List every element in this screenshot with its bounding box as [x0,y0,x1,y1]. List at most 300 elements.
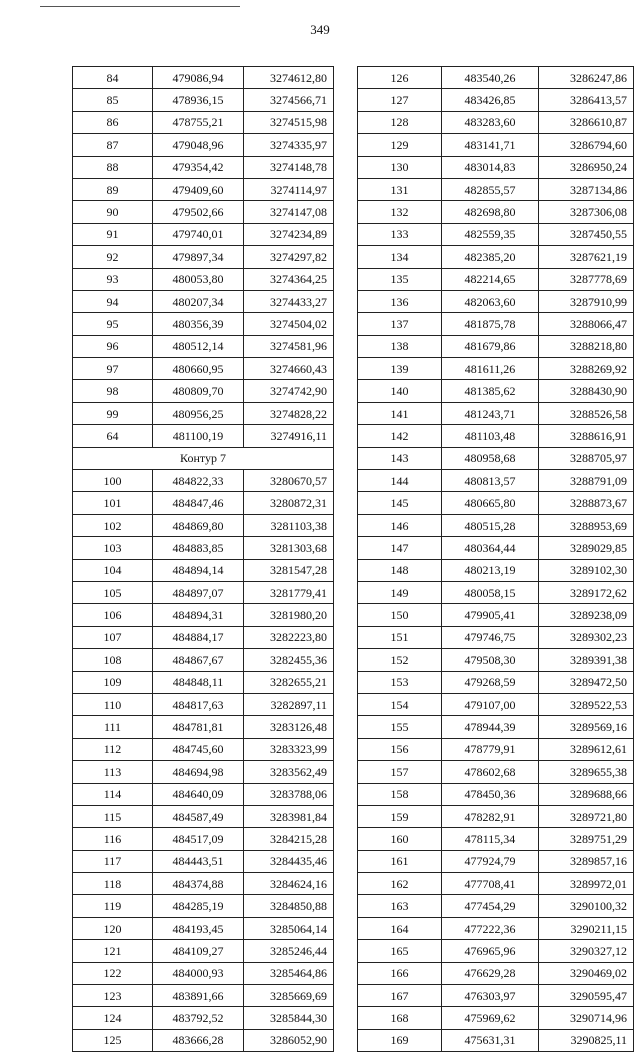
point-number-cell: 124 [73,1007,153,1029]
point-number-cell: 142 [358,425,442,447]
table-row [73,313,334,335]
table-row [358,514,634,536]
table-row [73,201,334,223]
table-row [73,111,334,133]
x-coordinate-cell: 484517,09 [153,828,244,850]
x-coordinate-cell: 479354,42 [153,156,244,178]
table-row [358,492,634,514]
y-coordinate-cell: 3274297,82 [244,246,334,268]
table-row [358,828,634,850]
x-coordinate-cell: 479740,01 [153,223,244,245]
point-number-cell: 144 [358,470,442,492]
y-coordinate-cell: 3290825,11 [539,1029,634,1051]
x-coordinate-cell: 481385,62 [442,380,539,402]
x-coordinate-cell: 484817,63 [153,693,244,715]
y-coordinate-cell: 3288873,67 [539,492,634,514]
point-number-cell: 135 [358,268,442,290]
table-row [73,850,334,872]
table-row [358,693,634,715]
x-coordinate-cell: 479897,34 [153,246,244,268]
table-row [73,402,334,424]
y-coordinate-cell: 3274364,25 [244,268,334,290]
table-row [358,581,634,603]
point-number-cell: 90 [73,201,153,223]
x-coordinate-cell: 484443,51 [153,850,244,872]
point-number-cell: 158 [358,783,442,805]
x-coordinate-cell: 478602,68 [442,761,539,783]
y-coordinate-cell: 3287778,69 [539,268,634,290]
y-coordinate-cell: 3285669,69 [244,985,334,1007]
table-row [73,671,334,693]
point-number-cell: 114 [73,783,153,805]
x-coordinate-cell: 479268,59 [442,671,539,693]
y-coordinate-cell: 3287306,08 [539,201,634,223]
y-coordinate-cell: 3284624,16 [244,873,334,895]
table-row [358,178,634,200]
y-coordinate-cell: 3280670,57 [244,470,334,492]
x-coordinate-cell: 480515,28 [442,514,539,536]
table-row [358,201,634,223]
y-coordinate-cell: 3289302,23 [539,626,634,648]
table-row [358,223,634,245]
table-row [73,626,334,648]
table-row [358,649,634,671]
table-row [73,604,334,626]
y-coordinate-cell: 3285464,86 [244,962,334,984]
point-number-cell: 149 [358,581,442,603]
x-coordinate-cell: 478755,21 [153,111,244,133]
y-coordinate-cell: 3288526,58 [539,402,634,424]
point-number-cell: 134 [358,246,442,268]
point-number-cell: 145 [358,492,442,514]
table-row [358,402,634,424]
point-number-cell: 121 [73,940,153,962]
y-coordinate-cell: 3289751,29 [539,828,634,850]
point-number-cell: 165 [358,940,442,962]
x-coordinate-cell: 480356,39 [153,313,244,335]
x-coordinate-cell: 480364,44 [442,537,539,559]
page-number: 349 [310,22,330,37]
y-coordinate-cell: 3283788,06 [244,783,334,805]
table-row [73,514,334,536]
table-row [73,716,334,738]
y-coordinate-cell: 3288066,47 [539,313,634,335]
table-row [358,716,634,738]
x-coordinate-cell: 475969,62 [442,1007,539,1029]
table-row [358,559,634,581]
table-row [73,783,334,805]
y-coordinate-cell: 3289029,85 [539,537,634,559]
point-number-cell: 86 [73,111,153,133]
point-number-cell: 119 [73,895,153,917]
y-coordinate-cell: 3290714,96 [539,1007,634,1029]
table-row [358,604,634,626]
x-coordinate-cell: 480813,57 [442,470,539,492]
point-number-cell: 132 [358,201,442,223]
table-row [358,268,634,290]
table-row [358,380,634,402]
y-coordinate-cell: 3274504,02 [244,313,334,335]
y-coordinate-cell: 3288269,92 [539,358,634,380]
x-coordinate-cell: 483792,52 [153,1007,244,1029]
table-row [358,111,634,133]
y-coordinate-cell: 3281547,28 [244,559,334,581]
x-coordinate-cell: 477454,29 [442,895,539,917]
table-row [358,537,634,559]
x-coordinate-cell: 480058,15 [442,581,539,603]
x-coordinate-cell: 475631,31 [442,1029,539,1051]
y-coordinate-cell: 3274234,89 [244,223,334,245]
x-coordinate-cell: 476303,97 [442,985,539,1007]
x-coordinate-cell: 483014,83 [442,156,539,178]
table-row [73,290,334,312]
y-coordinate-cell: 3289391,38 [539,649,634,671]
y-coordinate-cell: 3274515,98 [244,111,334,133]
y-coordinate-cell: 3285246,44 [244,940,334,962]
point-number-cell: 147 [358,537,442,559]
y-coordinate-cell: 3288791,09 [539,470,634,492]
x-coordinate-cell: 484285,19 [153,895,244,917]
table-row [358,156,634,178]
table-row [358,895,634,917]
table-row [358,290,634,312]
point-number-cell: 140 [358,380,442,402]
y-coordinate-cell: 3288430,90 [539,380,634,402]
table-row [358,1029,634,1051]
coordinates-table-left [72,66,334,1052]
table-row [358,917,634,939]
y-coordinate-cell: 3286794,60 [539,134,634,156]
point-number-cell: 151 [358,626,442,648]
table-row [358,962,634,984]
table-row [73,358,334,380]
x-coordinate-cell: 479905,41 [442,604,539,626]
table-row [73,268,334,290]
point-number-cell: 120 [73,917,153,939]
point-number-cell: 168 [358,1007,442,1029]
table-row [73,738,334,760]
x-coordinate-cell: 481611,26 [442,358,539,380]
point-number-cell: 116 [73,828,153,850]
x-coordinate-cell: 478936,15 [153,89,244,111]
point-number-cell: 111 [73,716,153,738]
y-coordinate-cell: 3287134,86 [539,178,634,200]
point-number-cell: 101 [73,492,153,514]
y-coordinate-cell: 3274612,80 [244,67,334,89]
table-row [73,581,334,603]
point-number-cell: 138 [358,335,442,357]
x-coordinate-cell: 482855,57 [442,178,539,200]
point-number-cell: 118 [73,873,153,895]
table-row [73,425,334,447]
y-coordinate-cell: 3287910,99 [539,290,634,312]
point-number-cell: 93 [73,268,153,290]
table-row [358,358,634,380]
y-coordinate-cell: 3285844,30 [244,1007,334,1029]
x-coordinate-cell: 483891,66 [153,985,244,1007]
point-number-cell: 126 [358,67,442,89]
table-row [358,761,634,783]
y-coordinate-cell: 3289688,66 [539,783,634,805]
point-number-cell: 161 [358,850,442,872]
point-number-cell: 166 [358,962,442,984]
table-row [358,873,634,895]
point-number-cell: 87 [73,134,153,156]
x-coordinate-cell: 479048,96 [153,134,244,156]
y-coordinate-cell: 3283323,99 [244,738,334,760]
y-coordinate-cell: 3281103,38 [244,514,334,536]
x-coordinate-cell: 479508,30 [442,649,539,671]
y-coordinate-cell: 3286950,24 [539,156,634,178]
point-number-cell: 141 [358,402,442,424]
table-row [73,962,334,984]
x-coordinate-cell: 484640,09 [153,783,244,805]
y-coordinate-cell: 3289172,62 [539,581,634,603]
x-coordinate-cell: 480213,19 [442,559,539,581]
coordinates-table-left-body [73,67,334,1052]
y-coordinate-cell: 3281779,41 [244,581,334,603]
y-coordinate-cell: 3290100,32 [539,895,634,917]
x-coordinate-cell: 479409,60 [153,178,244,200]
x-coordinate-cell: 484869,80 [153,514,244,536]
x-coordinate-cell: 481875,78 [442,313,539,335]
point-number-cell: 122 [73,962,153,984]
point-number-cell: 136 [358,290,442,312]
table-row [358,246,634,268]
y-coordinate-cell: 3288218,80 [539,335,634,357]
x-coordinate-cell: 481679,86 [442,335,539,357]
y-coordinate-cell: 3274742,90 [244,380,334,402]
table-row [358,89,634,111]
point-number-cell: 91 [73,223,153,245]
coordinates-table-right-body [358,67,634,1052]
point-number-cell: 159 [358,805,442,827]
x-coordinate-cell: 480958,68 [442,447,539,469]
y-coordinate-cell: 3284215,28 [244,828,334,850]
y-coordinate-cell: 3274114,97 [244,178,334,200]
x-coordinate-cell: 484781,81 [153,716,244,738]
table-row [73,940,334,962]
table-row [73,693,334,715]
table-row [358,470,634,492]
table-row [73,178,334,200]
table-row [73,1029,334,1051]
x-coordinate-cell: 484867,67 [153,649,244,671]
table-row [358,626,634,648]
y-coordinate-cell: 3282897,11 [244,693,334,715]
table-row [358,425,634,447]
y-coordinate-cell: 3274566,71 [244,89,334,111]
point-number-cell: 108 [73,649,153,671]
x-coordinate-cell: 478450,36 [442,783,539,805]
table-row [358,783,634,805]
y-coordinate-cell: 3281980,20 [244,604,334,626]
point-number-cell: 85 [73,89,153,111]
y-coordinate-cell: 3286413,57 [539,89,634,111]
x-coordinate-cell: 482385,20 [442,246,539,268]
point-number-cell: 156 [358,738,442,760]
table-row [358,313,634,335]
y-coordinate-cell: 3289972,01 [539,873,634,895]
point-number-cell: 92 [73,246,153,268]
y-coordinate-cell: 3274828,22 [244,402,334,424]
table-row [73,335,334,357]
table-row [73,134,334,156]
x-coordinate-cell: 483141,71 [442,134,539,156]
point-number-cell: 98 [73,380,153,402]
point-number-cell: 164 [358,917,442,939]
table-row [73,156,334,178]
x-coordinate-cell: 477222,36 [442,917,539,939]
x-coordinate-cell: 481100,19 [153,425,244,447]
point-number-cell: 155 [358,716,442,738]
y-coordinate-cell: 3284435,46 [244,850,334,872]
point-number-cell: 103 [73,537,153,559]
x-coordinate-cell: 484847,46 [153,492,244,514]
point-number-cell: 106 [73,604,153,626]
point-number-cell: 112 [73,738,153,760]
y-coordinate-cell: 3289569,16 [539,716,634,738]
y-coordinate-cell: 3288953,69 [539,514,634,536]
point-number-cell: 115 [73,805,153,827]
point-number-cell: 128 [358,111,442,133]
x-coordinate-cell: 484694,98 [153,761,244,783]
y-coordinate-cell: 3283126,48 [244,716,334,738]
y-coordinate-cell: 3274660,43 [244,358,334,380]
table-row [73,537,334,559]
point-number-cell: 117 [73,850,153,872]
table-row [73,470,334,492]
y-coordinate-cell: 3289721,80 [539,805,634,827]
point-number-cell: 130 [358,156,442,178]
x-coordinate-cell: 480809,70 [153,380,244,402]
table-row [358,335,634,357]
table-row [73,761,334,783]
y-coordinate-cell: 3282455,36 [244,649,334,671]
point-number-cell: 127 [358,89,442,111]
table-row [358,447,634,469]
x-coordinate-cell: 481243,71 [442,402,539,424]
x-coordinate-cell: 484894,14 [153,559,244,581]
y-coordinate-cell: 3289238,09 [539,604,634,626]
y-coordinate-cell: 3274916,11 [244,425,334,447]
y-coordinate-cell: 3282655,21 [244,671,334,693]
y-coordinate-cell: 3286052,90 [244,1029,334,1051]
y-coordinate-cell: 3289655,38 [539,761,634,783]
table-row [358,1007,634,1029]
x-coordinate-cell: 483666,28 [153,1029,244,1051]
table-row [358,134,634,156]
point-number-cell: 84 [73,67,153,89]
table-row [73,895,334,917]
y-coordinate-cell: 3285064,14 [244,917,334,939]
table-row [358,985,634,1007]
y-coordinate-cell: 3290211,15 [539,917,634,939]
y-coordinate-cell: 3274147,08 [244,201,334,223]
y-coordinate-cell: 3290595,47 [539,985,634,1007]
table-row [358,850,634,872]
x-coordinate-cell: 483540,26 [442,67,539,89]
point-number-cell: 137 [358,313,442,335]
x-coordinate-cell: 480207,34 [153,290,244,312]
point-number-cell: 88 [73,156,153,178]
x-coordinate-cell: 484374,88 [153,873,244,895]
point-number-cell: 100 [73,470,153,492]
point-number-cell: 95 [73,313,153,335]
table-row [73,805,334,827]
point-number-cell: 153 [358,671,442,693]
table-row [73,246,334,268]
contour-label: Контур 7 [73,447,334,469]
point-number-cell: 148 [358,559,442,581]
y-coordinate-cell: 3274335,97 [244,134,334,156]
y-coordinate-cell: 3286247,86 [539,67,634,89]
x-coordinate-cell: 480660,95 [153,358,244,380]
y-coordinate-cell: 3287450,55 [539,223,634,245]
x-coordinate-cell: 480956,25 [153,402,244,424]
coordinates-table-right [357,66,634,1052]
point-number-cell: 167 [358,985,442,1007]
point-number-cell: 99 [73,402,153,424]
table-row [358,671,634,693]
point-number-cell: 160 [358,828,442,850]
point-number-cell: 110 [73,693,153,715]
y-coordinate-cell: 3289857,16 [539,850,634,872]
point-number-cell: 154 [358,693,442,715]
y-coordinate-cell: 3289102,30 [539,559,634,581]
point-number-cell: 131 [358,178,442,200]
y-coordinate-cell: 3283562,49 [244,761,334,783]
x-coordinate-cell: 480665,80 [442,492,539,514]
contour-header-row [73,447,334,469]
table-row [73,89,334,111]
point-number-cell: 143 [358,447,442,469]
table-row [358,940,634,962]
point-number-cell: 152 [358,649,442,671]
x-coordinate-cell: 479502,66 [153,201,244,223]
table-row [73,380,334,402]
y-coordinate-cell: 3289472,50 [539,671,634,693]
point-number-cell: 104 [73,559,153,581]
x-coordinate-cell: 482559,35 [442,223,539,245]
y-coordinate-cell: 3284850,88 [244,895,334,917]
x-coordinate-cell: 478944,39 [442,716,539,738]
y-coordinate-cell: 3274581,96 [244,335,334,357]
x-coordinate-cell: 483283,60 [442,111,539,133]
x-coordinate-cell: 484587,49 [153,805,244,827]
x-coordinate-cell: 484109,27 [153,940,244,962]
x-coordinate-cell: 478115,34 [442,828,539,850]
y-coordinate-cell: 3290327,12 [539,940,634,962]
point-number-cell: 139 [358,358,442,380]
point-number-cell: 105 [73,581,153,603]
x-coordinate-cell: 478779,91 [442,738,539,760]
point-number-cell: 64 [73,425,153,447]
x-coordinate-cell: 482214,65 [442,268,539,290]
x-coordinate-cell: 480053,80 [153,268,244,290]
table-row [358,805,634,827]
table-row [73,492,334,514]
x-coordinate-cell: 477924,79 [442,850,539,872]
point-number-cell: 89 [73,178,153,200]
y-coordinate-cell: 3282223,80 [244,626,334,648]
table-row [73,559,334,581]
point-number-cell: 133 [358,223,442,245]
table-row [358,67,634,89]
x-coordinate-cell: 482698,80 [442,201,539,223]
point-number-cell: 94 [73,290,153,312]
point-number-cell: 150 [358,604,442,626]
